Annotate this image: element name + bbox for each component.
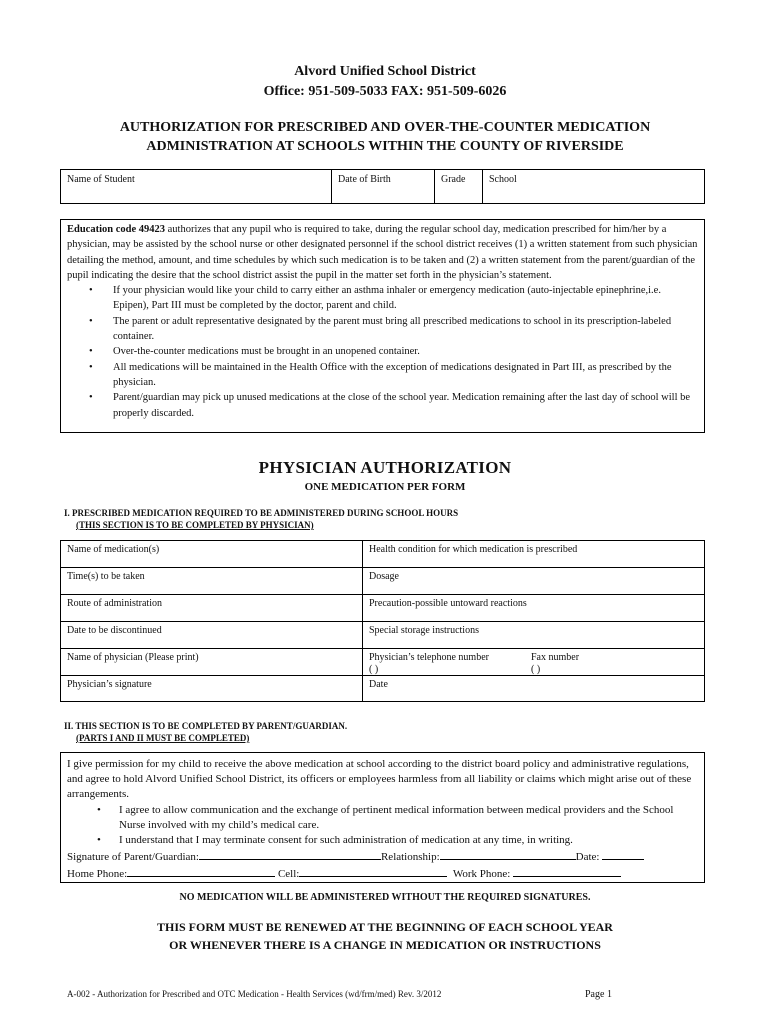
list-item: • Over-the-counter medications must be brought in an unopened container. [67,344,698,359]
parent-permission-box [60,752,705,883]
parent-signature-label: Signature of Parent/Guardian: [67,851,199,864]
education-code-text: authorizes that any pupil who is required to take, during the regular school day, medication prescribed for him/her by a physician, may be assisted by the school nurse or other designated personnel if the school district receives (1) a written statement from such physician detailing the method, amount, and time schedules by which such medication is to be taken and (2) a written statement from the parent/guardian of the pupil indicating the desire that the school district assist the pupil in the matter set forth in the physician’s statement. [67,224,698,281]
list-item: • If your physician would like your child to carry either an asthma inhaler or emergency medication (auto-injectable epinephrine,i.e. Epipen), Part III must be completed by the doctor, parent and child. [89,285,661,312]
signature-date-line[interactable] [602,848,644,860]
school-field[interactable] [483,170,705,204]
student-name-label: Name of Student [67,174,135,185]
education-code-box [60,219,705,433]
cell-label: Cell: [277,868,300,881]
list-item: • Parent/guardian may pick up unused medications at the close of the school year. Medication remaining after the last day of school will be properly discarded. [89,392,691,419]
renewal-notice-line-1: THIS FORM MUST BE RENEWED AT THE BEGINNING OF EACH SCHOOL YEAR [157,920,613,934]
permission-bullets [67,803,698,849]
medication-name-field[interactable]: Name of medication(s) [61,541,363,568]
education-code-paragraph [67,222,698,283]
renewal-notice [0,918,770,954]
physician-signature-field[interactable]: Physician’s signature [61,676,363,702]
list-item: • All medications will be maintained in the Health Office with the exception of medications designated in Part III, as prescribed by the physician. [89,361,672,388]
route-of-administration-field[interactable]: Route of administration [61,595,363,622]
parent-signature-line[interactable] [199,848,381,860]
physician-date-field[interactable]: Date [363,676,705,702]
section-2-title: II. THIS SECTION IS TO BE COMPLETED BY PARENT/GUARDIAN. [64,721,348,731]
times-to-be-taken-field[interactable]: Time(s) to be taken [61,568,363,595]
cell-phone-line[interactable] [299,865,447,877]
physician-authorization-title: PHYSICIAN AUTHORIZATION [258,458,512,477]
section-2-instruction: (PARTS I AND II MUST BE COMPLETED) [76,733,250,743]
bullet-icon: • [89,315,93,327]
physician-phone-label: Physician’s telephone number [369,652,489,663]
education-code-ref: Education code 49423 [67,224,166,235]
home-phone-label: Home Phone: [67,868,128,881]
form-footer: A-002 - Authorization for Prescribed and OTC Medication - Health Services (wd/frm/med) Rev. 3/2012 [67,989,442,999]
fax-number-label: Fax number [531,652,580,663]
dosage-field[interactable]: Dosage [363,568,705,595]
signature-row [67,848,698,865]
physician-authorization-subtitle: ONE MEDICATION PER FORM [304,481,466,493]
bullet-icon: • [89,346,93,358]
precaution-field[interactable]: Precaution-possible untoward reactions [363,595,705,622]
work-phone-line[interactable] [513,865,621,877]
section-1-instruction: (THIS SECTION IS TO BE COMPLETED BY PHYSICIAN) [76,520,314,530]
phone-area-code: ( ) [369,664,379,675]
list-item: • I understand that I may terminate consent for such administration of medication at any time, in writing. [67,833,698,848]
physician-phone-fax-field[interactable] [363,649,705,676]
section-2-heading [64,720,347,744]
bullet-icon: • [97,803,101,816]
list-item: • I agree to allow communication and the exchange of pertinent medical information between medical providers and the School Nurse involved with my child’s medical care. [97,803,674,831]
student-info-table [60,169,705,204]
home-phone-line[interactable] [127,865,275,877]
signature-date-label: Date: [575,851,600,864]
bullet-icon: • [89,392,93,404]
page-number: Page 1 [585,989,612,1000]
health-condition-field[interactable]: Health condition for which medication is prescribed [363,541,705,568]
date-of-birth-field[interactable] [332,170,435,204]
grade-label: Grade [441,174,466,185]
phone-row [67,865,698,882]
bullet-icon: • [97,834,101,847]
grade-field[interactable] [435,170,483,204]
form-title-line-2: ADMINISTRATION AT SCHOOLS WITHIN THE COUNTY OF RIVERSIDE [146,139,624,154]
form-title [60,118,710,156]
bullet-icon: • [89,361,93,373]
permission-statement: I give permission for my child to receive the above medication at school according to the district board policy and administrative regulations, and agree to hold Alvord Unified School District, its officers or employees harmless from all liability or claims which might arise out of these arrangements. [67,758,692,801]
section-1-title: I. PRESCRIBED MEDICATION REQUIRED TO BE ADMINISTERED DURING SCHOOL HOURS [64,508,459,518]
form-title-line-1: AUTHORIZATION FOR PRESCRIBED AND OVER-THE-COUNTER MEDICATION [119,120,651,135]
medication-details-table [60,540,705,702]
education-code-bullets [67,283,698,421]
special-storage-field[interactable]: Special storage instructions [363,622,705,649]
section-1-heading [64,507,458,531]
bullet-icon: • [89,285,93,297]
relationship-label: Relationship: [380,851,440,864]
date-discontinued-field[interactable]: Date to be discontinued [61,622,363,649]
student-name-field[interactable] [61,170,332,204]
school-label: School [489,174,517,185]
list-item: • The parent or adult representative designated by the parent must bring all prescribed medications to school in its prescription-labeled container. [89,315,672,343]
required-signatures-warning: NO MEDICATION WILL BE ADMINISTERED WITHOUT THE REQUIRED SIGNATURES. [179,892,591,903]
renewal-notice-line-2: OR WHENEVER THERE IS A CHANGE IN MEDICATION OR INSTRUCTIONS [169,938,601,952]
work-phone-label: Work Phone: [452,868,511,881]
fax-area-code: ( ) [531,664,541,675]
date-of-birth-label: Date of Birth [338,174,391,185]
district-contact: Office: 951-509-5033 FAX: 951-509-6026 [263,84,507,99]
relationship-line[interactable] [440,848,576,860]
physician-name-field[interactable]: Name of physician (Please print) [61,649,363,676]
district-name: Alvord Unified School District [294,64,476,79]
